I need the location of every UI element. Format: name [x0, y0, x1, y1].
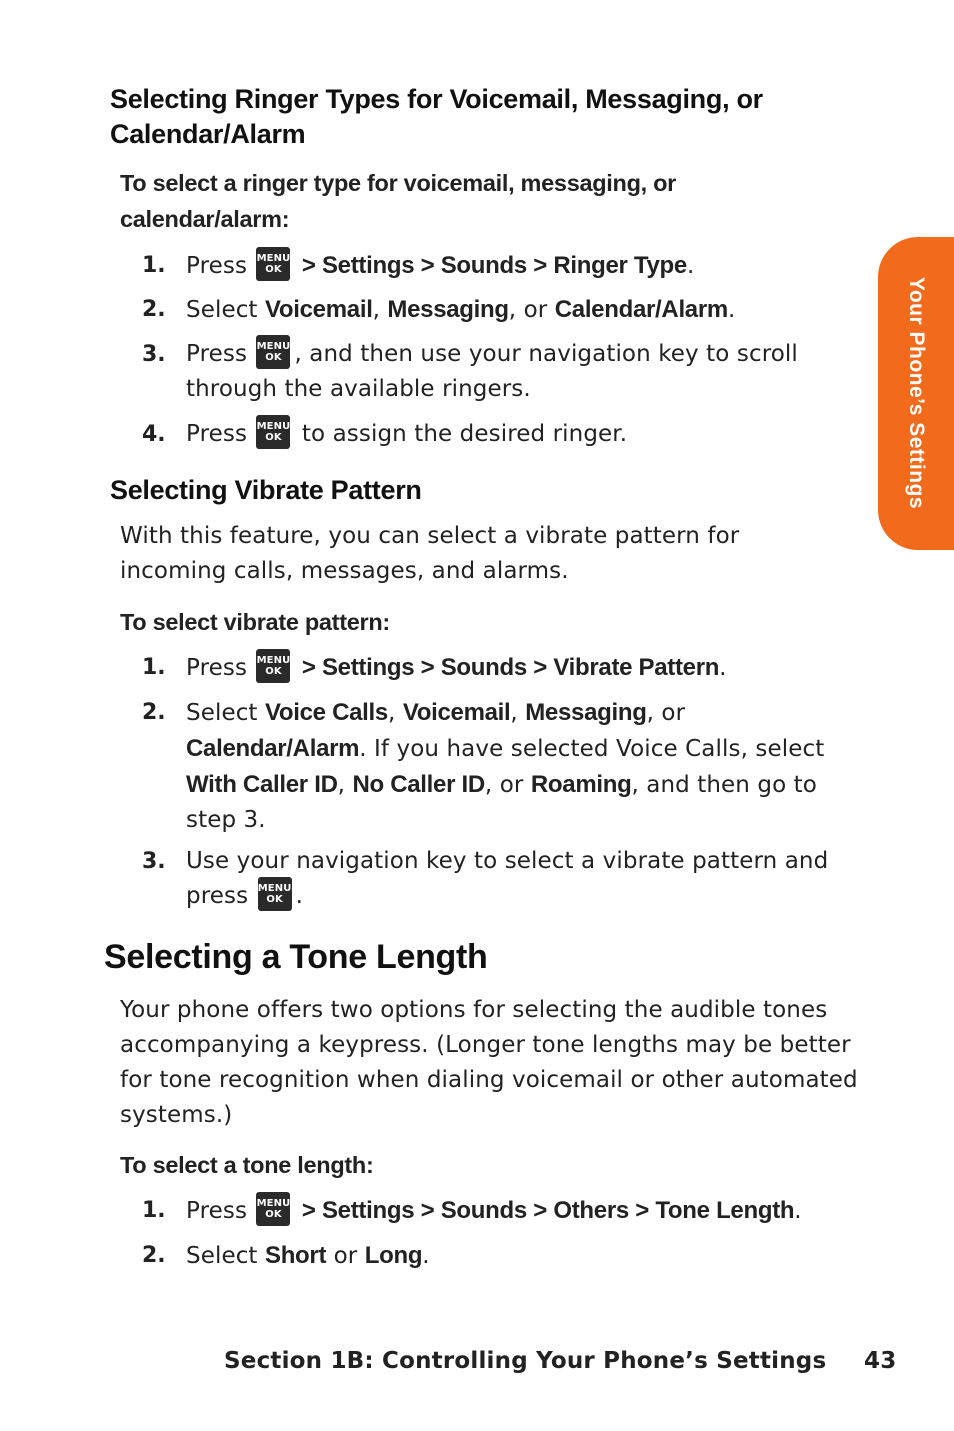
ringer-step-2: 2. Select Voicemail, Messaging, or Calendar/Alarm. [142, 292, 872, 328]
tone-step-1: 1. Press MENU OK > Settings > Sounds > Others > Tone Length. [142, 1193, 872, 1229]
footer-section-title: Section 1B: Controlling Your Phone’s Settings [224, 1348, 827, 1374]
menu-path: > Settings > Sounds > Others > Tone Length [301, 1197, 795, 1224]
ringer-step-1: 1. Press MENU OK > Settings > Sounds > Ringer Type. [142, 248, 872, 284]
menu-ok-key-icon: MENU OK [256, 1192, 290, 1226]
vibrate-step-1: 1. Press MENU OK > Settings > Sounds > Vibrate Pattern. [142, 650, 872, 686]
step-number: 1. [142, 655, 166, 680]
vibrate-lead: To select vibrate pattern: [120, 609, 390, 635]
vibrate-intro: With this feature, you can select a vibrate pattern for incoming calls, messages, and alarms. [120, 523, 740, 584]
tone-intro: Your phone offers two options for selecting the audible tones accompanying a keypress. (Longer tone lengths may be better for tone recognition when dialing voicemail or other automated systems.) [120, 997, 858, 1128]
tone-lead: To select a tone length: [120, 1152, 374, 1178]
ringer-heading: Selecting Ringer Types for Voicemail, Messaging, or Calendar/Alarm [110, 84, 763, 149]
step-number: 3. [142, 849, 166, 874]
menu-ok-key-icon: MENU OK [258, 877, 292, 911]
step-number: 2. [142, 700, 166, 725]
tone-step-2: 2. Select Short or Long. [142, 1238, 872, 1274]
step-number: 2. [142, 1243, 166, 1268]
step-number: 1. [142, 1198, 166, 1223]
menu-ok-key-icon: MENU OK [256, 247, 290, 281]
vibrate-step-2: 2. Select Voice Calls, Voicemail, Messaging, or Calendar/Alarm. If you have selected Voice Calls, select With Caller ID, No Caller ID, or Roaming, and then go to step 3. [142, 695, 872, 838]
ringer-step-4: 4. Press MENU OK to assign the desired ringer. [142, 417, 872, 452]
tone-heading: Selecting a Tone Length [104, 938, 488, 976]
menu-ok-key-icon: MENU OK [256, 335, 290, 369]
page-number: 43 [864, 1348, 897, 1374]
menu-path: > Settings > Sounds > Ringer Type [301, 252, 687, 279]
side-tab-label: Your Phone’s Settings [905, 276, 928, 510]
step-number: 4. [142, 422, 166, 447]
ringer-lead: To select a ringer type for voicemail, messaging, or calendar/alarm: [120, 170, 676, 232]
vibrate-heading: Selecting Vibrate Pattern [110, 475, 422, 505]
step-number: 1. [142, 253, 166, 278]
step-number: 2. [142, 297, 166, 322]
menu-ok-key-icon: MENU OK [256, 415, 290, 449]
ringer-step-3: 3. Press MENU OK , and then use your navigation key to scroll through the available ringers. [142, 337, 872, 407]
menu-path: > Settings > Sounds > Vibrate Pattern [301, 654, 720, 681]
step-number: 3. [142, 342, 166, 367]
vibrate-step-3: 3. Use your navigation key to select a vibrate pattern and press MENU OK . [142, 844, 872, 914]
menu-ok-key-icon: MENU OK [256, 649, 290, 683]
